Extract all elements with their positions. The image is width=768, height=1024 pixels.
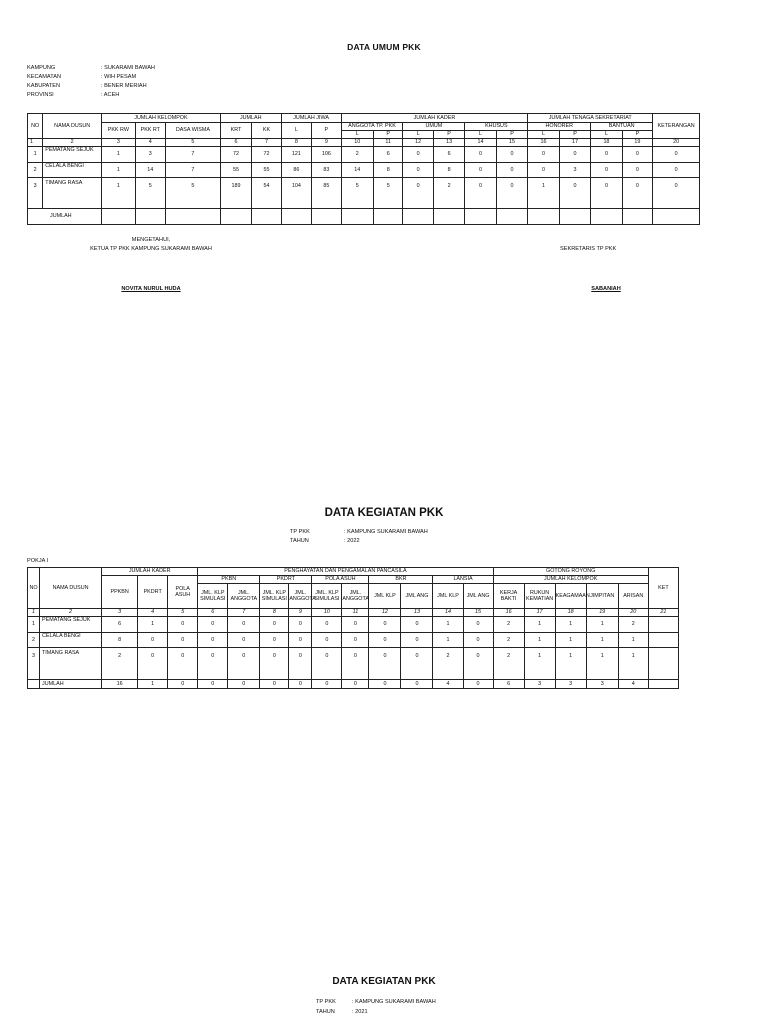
col-header-lansia: LANSIA xyxy=(433,576,493,584)
col-header-pola-asuh: POLA ASUH xyxy=(168,576,198,609)
table-cell: 0 xyxy=(228,680,260,689)
table-cell: 54 xyxy=(252,178,281,209)
table-cell: 2 xyxy=(433,648,463,680)
data-umum-table xyxy=(27,113,700,225)
table-cell: 0 xyxy=(198,648,228,680)
table-row xyxy=(28,633,679,648)
table-cell: 1 xyxy=(102,178,135,209)
total-row xyxy=(28,680,679,689)
table-cell: 0 xyxy=(463,680,493,689)
column-number: 17 xyxy=(524,609,555,617)
col-header-jumlah-kelompok: JUMLAH KELOMPOK xyxy=(102,114,221,123)
table-cell: PEMATANG SEJUK xyxy=(43,147,102,163)
table-cell: 0 xyxy=(653,178,700,209)
info-value: : WIH PESAM xyxy=(101,74,137,80)
col-header-pkk-rt: PKK RT xyxy=(135,123,165,139)
col-header-jml-klp: JML KLP xyxy=(433,584,463,609)
table-cell: 8 xyxy=(102,633,138,648)
column-number: 6 xyxy=(198,609,228,617)
meta-label: TAHUN xyxy=(316,1009,335,1015)
info-value: : BENER MERIAH xyxy=(101,83,147,89)
column-number: 18 xyxy=(591,139,622,147)
table-cell: 4 xyxy=(618,680,648,689)
kegiatan-meta-2 xyxy=(316,998,516,1018)
table-cell: 0 xyxy=(260,648,289,680)
table-cell: 1 xyxy=(528,178,559,209)
table-cell: 2 xyxy=(493,648,524,680)
col-header-jumlah-kelompok: JUMLAH KELOMPOK xyxy=(493,576,648,584)
column-number: 8 xyxy=(260,609,289,617)
meta-value: : 2021 xyxy=(352,1009,368,1015)
column-number: 3 xyxy=(102,609,138,617)
table-cell: 7 xyxy=(166,147,221,163)
table-cell: 8 xyxy=(433,163,464,178)
col-header-nama-dusun: NAMA DUSUN xyxy=(40,568,102,609)
col-header-l: L xyxy=(281,123,311,139)
col-header-honorer: HONORER xyxy=(528,123,591,131)
table-cell: 0 xyxy=(312,633,342,648)
table-cell: 1 xyxy=(138,617,168,633)
table-row xyxy=(28,147,700,163)
col-header-arisan: ARISAN xyxy=(618,584,648,609)
col-header-p: P xyxy=(374,131,403,139)
table-cell: 0 xyxy=(228,617,260,633)
table-cell: 0 xyxy=(342,680,369,689)
col-header-jml-klp-simulasi: JML. KLP SIMULASI xyxy=(312,584,342,609)
table-cell: 2 xyxy=(618,617,648,633)
column-number: 15 xyxy=(496,139,528,147)
table-cell xyxy=(648,648,678,680)
table-cell: 0 xyxy=(168,617,198,633)
page-title: DATA UMUM PKK xyxy=(347,42,421,52)
col-header-keagamaan: KEAGAMAAN xyxy=(555,584,586,609)
table-row xyxy=(28,178,700,209)
table-cell: 2 xyxy=(493,617,524,633)
table-cell: 2 xyxy=(493,633,524,648)
col-header-gotong-royong: GOTONG ROYONG xyxy=(493,568,648,576)
col-header-l: L xyxy=(465,131,496,139)
col-header-jumlah: JUMLAH xyxy=(220,114,281,123)
ketua-name: NOVITA NURUL HUDA xyxy=(121,286,181,292)
table-cell: 0 xyxy=(228,633,260,648)
table-cell: 189 xyxy=(220,178,251,209)
table-cell xyxy=(648,680,678,689)
table-cell: 0 xyxy=(312,648,342,680)
ketua-title: KETUA TP PKK KAMPUNG SUKARAMI BAWAH xyxy=(90,246,212,252)
column-number: 12 xyxy=(403,139,433,147)
col-header-jumlah-jiwa: JUMLAH JIWA xyxy=(281,114,341,123)
col-header-bantuan: BANTUAN xyxy=(591,123,653,131)
table-cell: 0 xyxy=(401,648,433,680)
column-number: 13 xyxy=(401,609,433,617)
table-cell: TIMANG RASA xyxy=(43,178,102,209)
mengetahui-label: MENGETAHUI, xyxy=(131,237,171,243)
col-header-jml-klp: JML KLP xyxy=(369,584,401,609)
col-header-l: L xyxy=(528,131,559,139)
column-number: 7 xyxy=(228,609,260,617)
table-cell: 3 xyxy=(586,680,618,689)
table-cell: 0 xyxy=(465,147,496,163)
table-cell: 85 xyxy=(312,178,341,209)
table-cell: 1 xyxy=(555,617,586,633)
data-kegiatan-table xyxy=(27,567,679,689)
col-header-jimpitan: JIMPITAN xyxy=(586,584,618,609)
column-number: 15 xyxy=(463,609,493,617)
table-cell: 1 xyxy=(28,617,40,633)
table-cell: CELALA BENGI xyxy=(43,163,102,178)
table-cell: 72 xyxy=(252,147,281,163)
col-header-krt: KRT xyxy=(220,123,251,139)
table-cell: 3 xyxy=(559,163,590,178)
column-number: 16 xyxy=(528,139,559,147)
info-label: PROVINSI xyxy=(27,92,54,98)
col-header-l: L xyxy=(591,131,622,139)
column-number: 2 xyxy=(40,609,102,617)
table-cell: 6 xyxy=(374,147,403,163)
table-cell: 0 xyxy=(496,163,528,178)
table-cell xyxy=(28,680,40,689)
table-cell: 1 xyxy=(102,147,135,163)
table-cell: 0 xyxy=(289,648,312,680)
table-cell: 1 xyxy=(555,648,586,680)
table-cell: 1 xyxy=(433,617,463,633)
column-number: 2 xyxy=(43,139,102,147)
col-header-pkdrt: PKDRT xyxy=(138,576,168,609)
table-cell: 0 xyxy=(403,178,433,209)
col-header-jml-ang: JML ANG xyxy=(401,584,433,609)
table-cell: 2 xyxy=(433,178,464,209)
meta-label: TP PKK xyxy=(290,529,310,535)
sekretaris-title: SEKRETARIS TP PKK xyxy=(560,246,617,252)
sekretaris-name: SABANIAH xyxy=(591,286,621,292)
col-header-kerja-bakti: KERJA BAKTI xyxy=(493,584,524,609)
column-number: 17 xyxy=(559,139,590,147)
column-number: 4 xyxy=(138,609,168,617)
table-cell: 0 xyxy=(463,633,493,648)
info-label: KABUPATEN xyxy=(27,83,61,89)
table-cell: 1 xyxy=(555,633,586,648)
table-cell: 1 xyxy=(524,633,555,648)
col-header-kk: KK xyxy=(252,123,281,139)
table-cell: 0 xyxy=(369,633,401,648)
column-number: 3 xyxy=(102,139,135,147)
table-cell: 0 xyxy=(260,633,289,648)
total-label: JUMLAH xyxy=(40,680,102,689)
table-cell: 83 xyxy=(312,163,341,178)
table-cell: 0 xyxy=(312,617,342,633)
table-cell: 6 xyxy=(102,617,138,633)
table-cell: 0 xyxy=(496,178,528,209)
table-cell: 0 xyxy=(496,147,528,163)
table-cell: 3 xyxy=(524,680,555,689)
column-number: 18 xyxy=(555,609,586,617)
table-cell: 0 xyxy=(528,147,559,163)
col-header-pkk-rw: PKK RW xyxy=(102,123,135,139)
table-cell: 1 xyxy=(524,617,555,633)
table-cell: 0 xyxy=(260,617,289,633)
column-number: 9 xyxy=(289,609,312,617)
table-cell: 3 xyxy=(28,648,40,680)
table-cell: 2 xyxy=(102,648,138,680)
table-cell: 0 xyxy=(198,617,228,633)
table-cell: 72 xyxy=(220,147,251,163)
table-cell: 0 xyxy=(403,163,433,178)
table-cell: 55 xyxy=(220,163,251,178)
column-number: 11 xyxy=(374,139,403,147)
data-rows-body xyxy=(28,147,700,209)
table-cell: 1 xyxy=(618,648,648,680)
table-cell: 0 xyxy=(289,633,312,648)
table-cell: 86 xyxy=(281,163,311,178)
col-header-l: L xyxy=(403,131,433,139)
table-cell: 0 xyxy=(342,648,369,680)
column-number: 14 xyxy=(433,609,463,617)
table-cell: 0 xyxy=(138,648,168,680)
table-cell: 0 xyxy=(289,617,312,633)
column-number: 21 xyxy=(648,609,678,617)
table-cell: 0 xyxy=(622,163,652,178)
table-cell: 0 xyxy=(260,680,289,689)
table-cell: 0 xyxy=(369,648,401,680)
table-cell: 0 xyxy=(228,648,260,680)
table-cell: 1 xyxy=(102,163,135,178)
table-cell: 16 xyxy=(102,680,138,689)
table-cell: 55 xyxy=(252,163,281,178)
table-cell: 1 xyxy=(586,648,618,680)
table-cell: 0 xyxy=(528,163,559,178)
table-cell: 0 xyxy=(465,178,496,209)
table-cell: 5 xyxy=(135,178,165,209)
table-cell: 0 xyxy=(168,633,198,648)
table-cell: 1 xyxy=(618,633,648,648)
meta-value: : KAMPUNG SUKARAMI BAWAH xyxy=(344,529,428,535)
table-cell: 5 xyxy=(341,178,373,209)
column-number: 1 xyxy=(28,609,40,617)
table-cell: 8 xyxy=(374,163,403,178)
table-cell: 0 xyxy=(653,147,700,163)
col-header-anggota-tp-pkk: ANGGOTA TP. PKK xyxy=(341,123,403,131)
table-cell: 0 xyxy=(653,163,700,178)
col-header-pkdrt: PKDRT xyxy=(260,576,312,584)
meta-value: : 2022 xyxy=(344,538,360,544)
table-cell: 0 xyxy=(289,680,312,689)
pokja-label: POKJA I xyxy=(27,558,49,564)
table-cell: 1 xyxy=(433,633,463,648)
table-cell: 1 xyxy=(586,633,618,648)
table-cell: 5 xyxy=(374,178,403,209)
col-header-jumlah-kader: JUMLAH KADER xyxy=(102,568,198,576)
table-cell: 2 xyxy=(28,163,43,178)
kegiatan-title: DATA KEGIATAN PKK xyxy=(324,507,444,519)
col-header-jml-ang: JML ANG xyxy=(463,584,493,609)
column-number: 12 xyxy=(369,609,401,617)
col-header-p: P xyxy=(622,131,652,139)
table-cell: 1 xyxy=(586,617,618,633)
col-header-pkbn: PKBN xyxy=(198,576,260,584)
location-info xyxy=(27,64,227,104)
column-number: 10 xyxy=(341,139,373,147)
column-number: 13 xyxy=(433,139,464,147)
table-cell: 6 xyxy=(493,680,524,689)
table-cell: 14 xyxy=(341,163,373,178)
column-number-row xyxy=(28,609,679,617)
meta-label: TP PKK xyxy=(316,999,336,1005)
table-cell: 14 xyxy=(135,163,165,178)
col-header-nama-dusun: NAMA DUSUN xyxy=(43,114,102,139)
table-cell: 104 xyxy=(281,178,311,209)
table-cell xyxy=(648,633,678,648)
table-cell: 0 xyxy=(591,147,622,163)
table-cell: 0 xyxy=(559,178,590,209)
table-cell: 0 xyxy=(198,680,228,689)
table-cell: 3 xyxy=(555,680,586,689)
column-number: 7 xyxy=(252,139,281,147)
column-number: 5 xyxy=(168,609,198,617)
table-cell: 7 xyxy=(166,163,221,178)
table-cell: 2 xyxy=(28,633,40,648)
column-number: 9 xyxy=(312,139,341,147)
table-cell: 0 xyxy=(401,680,433,689)
table-cell: 1 xyxy=(138,680,168,689)
table-cell: 0 xyxy=(622,178,652,209)
column-number: 19 xyxy=(622,139,652,147)
table-cell: 6 xyxy=(433,147,464,163)
col-header-ppkbn: PPKBN xyxy=(102,576,138,609)
total-row xyxy=(28,209,700,225)
info-label: KAMPUNG xyxy=(27,65,56,71)
total-label: JUMLAH xyxy=(28,209,102,225)
table-cell: 0 xyxy=(342,633,369,648)
table-cell: 5 xyxy=(166,178,221,209)
col-header-p: P xyxy=(433,131,464,139)
table-cell: 0 xyxy=(342,617,369,633)
col-header-khusus: KHUSUS xyxy=(465,123,528,131)
column-number: 19 xyxy=(586,609,618,617)
table-cell: 0 xyxy=(559,147,590,163)
col-header-rukun-kematian: RUKUN KEMATIAN xyxy=(524,584,555,609)
table-cell: 0 xyxy=(622,147,652,163)
column-number: 1 xyxy=(28,139,43,147)
meta-label: TAHUN xyxy=(290,538,309,544)
table-cell: TIMANG RASA xyxy=(40,648,102,680)
col-header-tenaga-sekretariat: JUMLAH TENAGA SEKRETARIAT xyxy=(528,114,653,123)
kegiatan-rows-body xyxy=(28,617,679,680)
table-cell: 0 xyxy=(403,147,433,163)
table-row xyxy=(28,163,700,178)
table-cell: 0 xyxy=(465,163,496,178)
column-number: 16 xyxy=(493,609,524,617)
table-cell: 0 xyxy=(463,648,493,680)
col-header-keterangan: KETERANGAN xyxy=(653,114,700,139)
meta-value: : KAMPUNG SUKARAMI BAWAH xyxy=(352,999,436,1005)
col-header-p: P xyxy=(312,123,341,139)
column-number: 20 xyxy=(618,609,648,617)
column-number: 20 xyxy=(653,139,700,147)
table-cell: 0 xyxy=(138,633,168,648)
col-header-p: P xyxy=(559,131,590,139)
table-cell: 4 xyxy=(433,680,463,689)
col-header-jml-klp-simulasi: JML. KLP SIMULASI xyxy=(260,584,289,609)
info-label: KECAMATAN xyxy=(27,74,61,80)
table-cell: 0 xyxy=(401,633,433,648)
kegiatan-meta xyxy=(290,528,490,548)
table-cell: 0 xyxy=(168,680,198,689)
col-header-no: NO xyxy=(28,568,40,609)
table-cell: 0 xyxy=(591,178,622,209)
col-header-jml-klp-simulasi: JML. KLP SIMULASI xyxy=(198,584,228,609)
kegiatan-title-2: DATA KEGIATAN PKK xyxy=(332,976,436,987)
column-number: 5 xyxy=(166,139,221,147)
table-cell: 0 xyxy=(369,680,401,689)
column-number: 4 xyxy=(135,139,165,147)
col-header-bkr: BKR xyxy=(369,576,433,584)
col-header-l: L xyxy=(341,131,373,139)
info-value: : SUKARAMI BAWAH xyxy=(101,65,155,71)
table-cell: 1 xyxy=(524,648,555,680)
table-row xyxy=(28,617,679,633)
table-cell: 106 xyxy=(312,147,341,163)
table-cell: 0 xyxy=(198,633,228,648)
col-header-ket: KET xyxy=(648,568,678,609)
table-cell xyxy=(648,617,678,633)
table-cell: 121 xyxy=(281,147,311,163)
col-header-dasa-wisma: DASA WISMA xyxy=(166,123,221,139)
column-number: 6 xyxy=(220,139,251,147)
table-cell: 2 xyxy=(341,147,373,163)
column-number: 11 xyxy=(342,609,369,617)
table-cell: 0 xyxy=(463,617,493,633)
col-header-jml-anggota: JML. ANGGOTA xyxy=(228,584,260,609)
table-cell: 0 xyxy=(401,617,433,633)
col-header-jml-anggota: JML. ANGGOTA xyxy=(342,584,369,609)
col-header-p: P xyxy=(496,131,528,139)
table-cell: CELALA BENGI xyxy=(40,633,102,648)
column-number: 8 xyxy=(281,139,311,147)
col-header-pola-asuh: POLA ASUH xyxy=(312,576,369,584)
col-header-jumlah-kader: JUMLAH KADER xyxy=(341,114,528,123)
column-number: 10 xyxy=(312,609,342,617)
table-cell: PEMATANG SEJUK xyxy=(40,617,102,633)
col-header-penghayatan: PENGHAYATAN DAN PENGAMALAN PANCASILA xyxy=(198,568,493,576)
table-cell: 0 xyxy=(168,648,198,680)
col-header-no: NO xyxy=(28,114,43,139)
table-cell: 3 xyxy=(135,147,165,163)
info-value: : ACEH xyxy=(101,92,120,98)
column-number-row xyxy=(28,139,700,147)
table-cell: 0 xyxy=(369,617,401,633)
col-header-umum: UMUM xyxy=(403,123,465,131)
table-row xyxy=(28,648,679,680)
table-cell: 0 xyxy=(591,163,622,178)
column-number: 14 xyxy=(465,139,496,147)
col-header-jml-anggota: JML. ANGGOTA xyxy=(289,584,312,609)
table-cell: 0 xyxy=(312,680,342,689)
table-cell: 3 xyxy=(28,178,43,209)
table-cell: 1 xyxy=(28,147,43,163)
